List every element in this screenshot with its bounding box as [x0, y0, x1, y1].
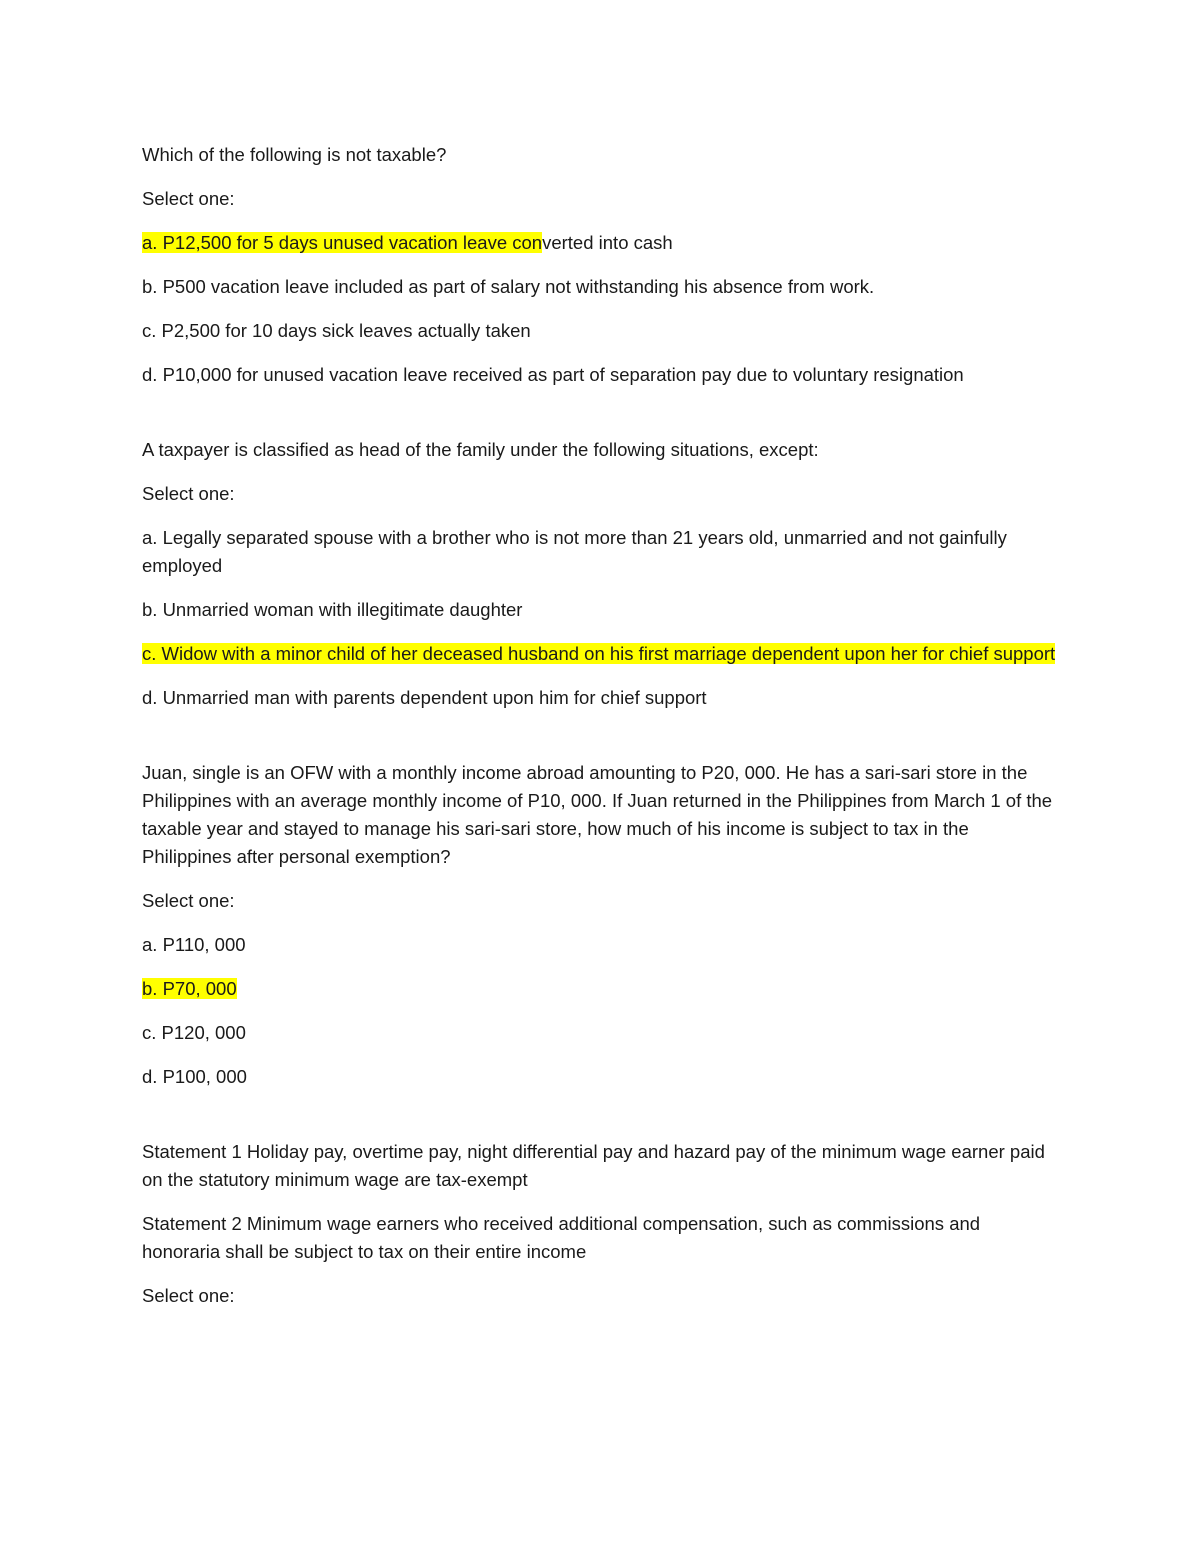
question-1-prompt: Which of the following is not taxable?	[142, 144, 447, 165]
question-1	[142, 141, 1062, 389]
question-1-option-a	[142, 229, 1062, 257]
question-2-prompt: A taxpayer is classified as head of the family under the following situations, except:	[142, 439, 819, 460]
question-2-select-label: Select one:	[142, 483, 235, 504]
question-3-prompt: Juan, single is an OFW with a monthly income abroad amounting to P20, 000. He has a sari-sari store in the Philippines with an average monthly income of P10, 000. If Juan returned in the Philippines from March 1 of the taxable year and stayed to manage his sari-sari store, how much of his income is subject to tax in the Philippines after personal exemption?	[142, 762, 1053, 867]
question-3-option-c: c. P120, 000	[142, 1022, 246, 1043]
question-2-option-b: b. Unmarried woman with illegitimate daughter	[142, 599, 523, 620]
document-content	[142, 141, 1062, 1326]
question-2-option-c	[142, 640, 1062, 668]
question-3-option-d: d. P100, 000	[142, 1066, 247, 1087]
question-3	[142, 759, 1062, 1091]
question-4-statement-1: Statement 1 Holiday pay, overtime pay, night differential pay and hazard pay of the minimum wage earner paid on the statutory minimum wage are tax-exempt	[142, 1141, 1045, 1190]
question-3-option-b	[142, 975, 1062, 1003]
question-3-option-a: a. P110, 000	[142, 934, 246, 955]
question-2	[142, 436, 1062, 712]
question-1-option-c: c. P2,500 for 10 days sick leaves actually taken	[142, 320, 531, 341]
question-2-option-c-highlight: c. Widow with a minor child of her deceased husband on his first marriage dependent upon her for chief support	[142, 643, 1056, 664]
question-2-option-a: a. Legally separated spouse with a brother who is not more than 21 years old, unmarried and not gainfully employed	[142, 527, 1007, 576]
question-1-option-d: d. P10,000 for unused vacation leave received as part of separation pay due to voluntary resignation	[142, 364, 964, 385]
question-1-option-a-rest: verted into cash	[542, 232, 673, 253]
question-1-select-label: Select one:	[142, 188, 235, 209]
question-4	[142, 1138, 1062, 1310]
question-3-option-b-highlight: b. P70, 000	[142, 978, 237, 999]
question-1-option-a-highlight: a. P12,500 for 5 days unused vacation leave con	[142, 232, 543, 253]
question-2-option-d: d. Unmarried man with parents dependent upon him for chief support	[142, 687, 707, 708]
question-3-select-label: Select one:	[142, 890, 235, 911]
question-4-statement-2: Statement 2 Minimum wage earners who received additional compensation, such as commissions and honoraria shall be subject to tax on their entire income	[142, 1213, 981, 1262]
question-4-select-label: Select one:	[142, 1285, 235, 1306]
question-1-option-b: b. P500 vacation leave included as part of salary not withstanding his absence from work.	[142, 276, 875, 297]
